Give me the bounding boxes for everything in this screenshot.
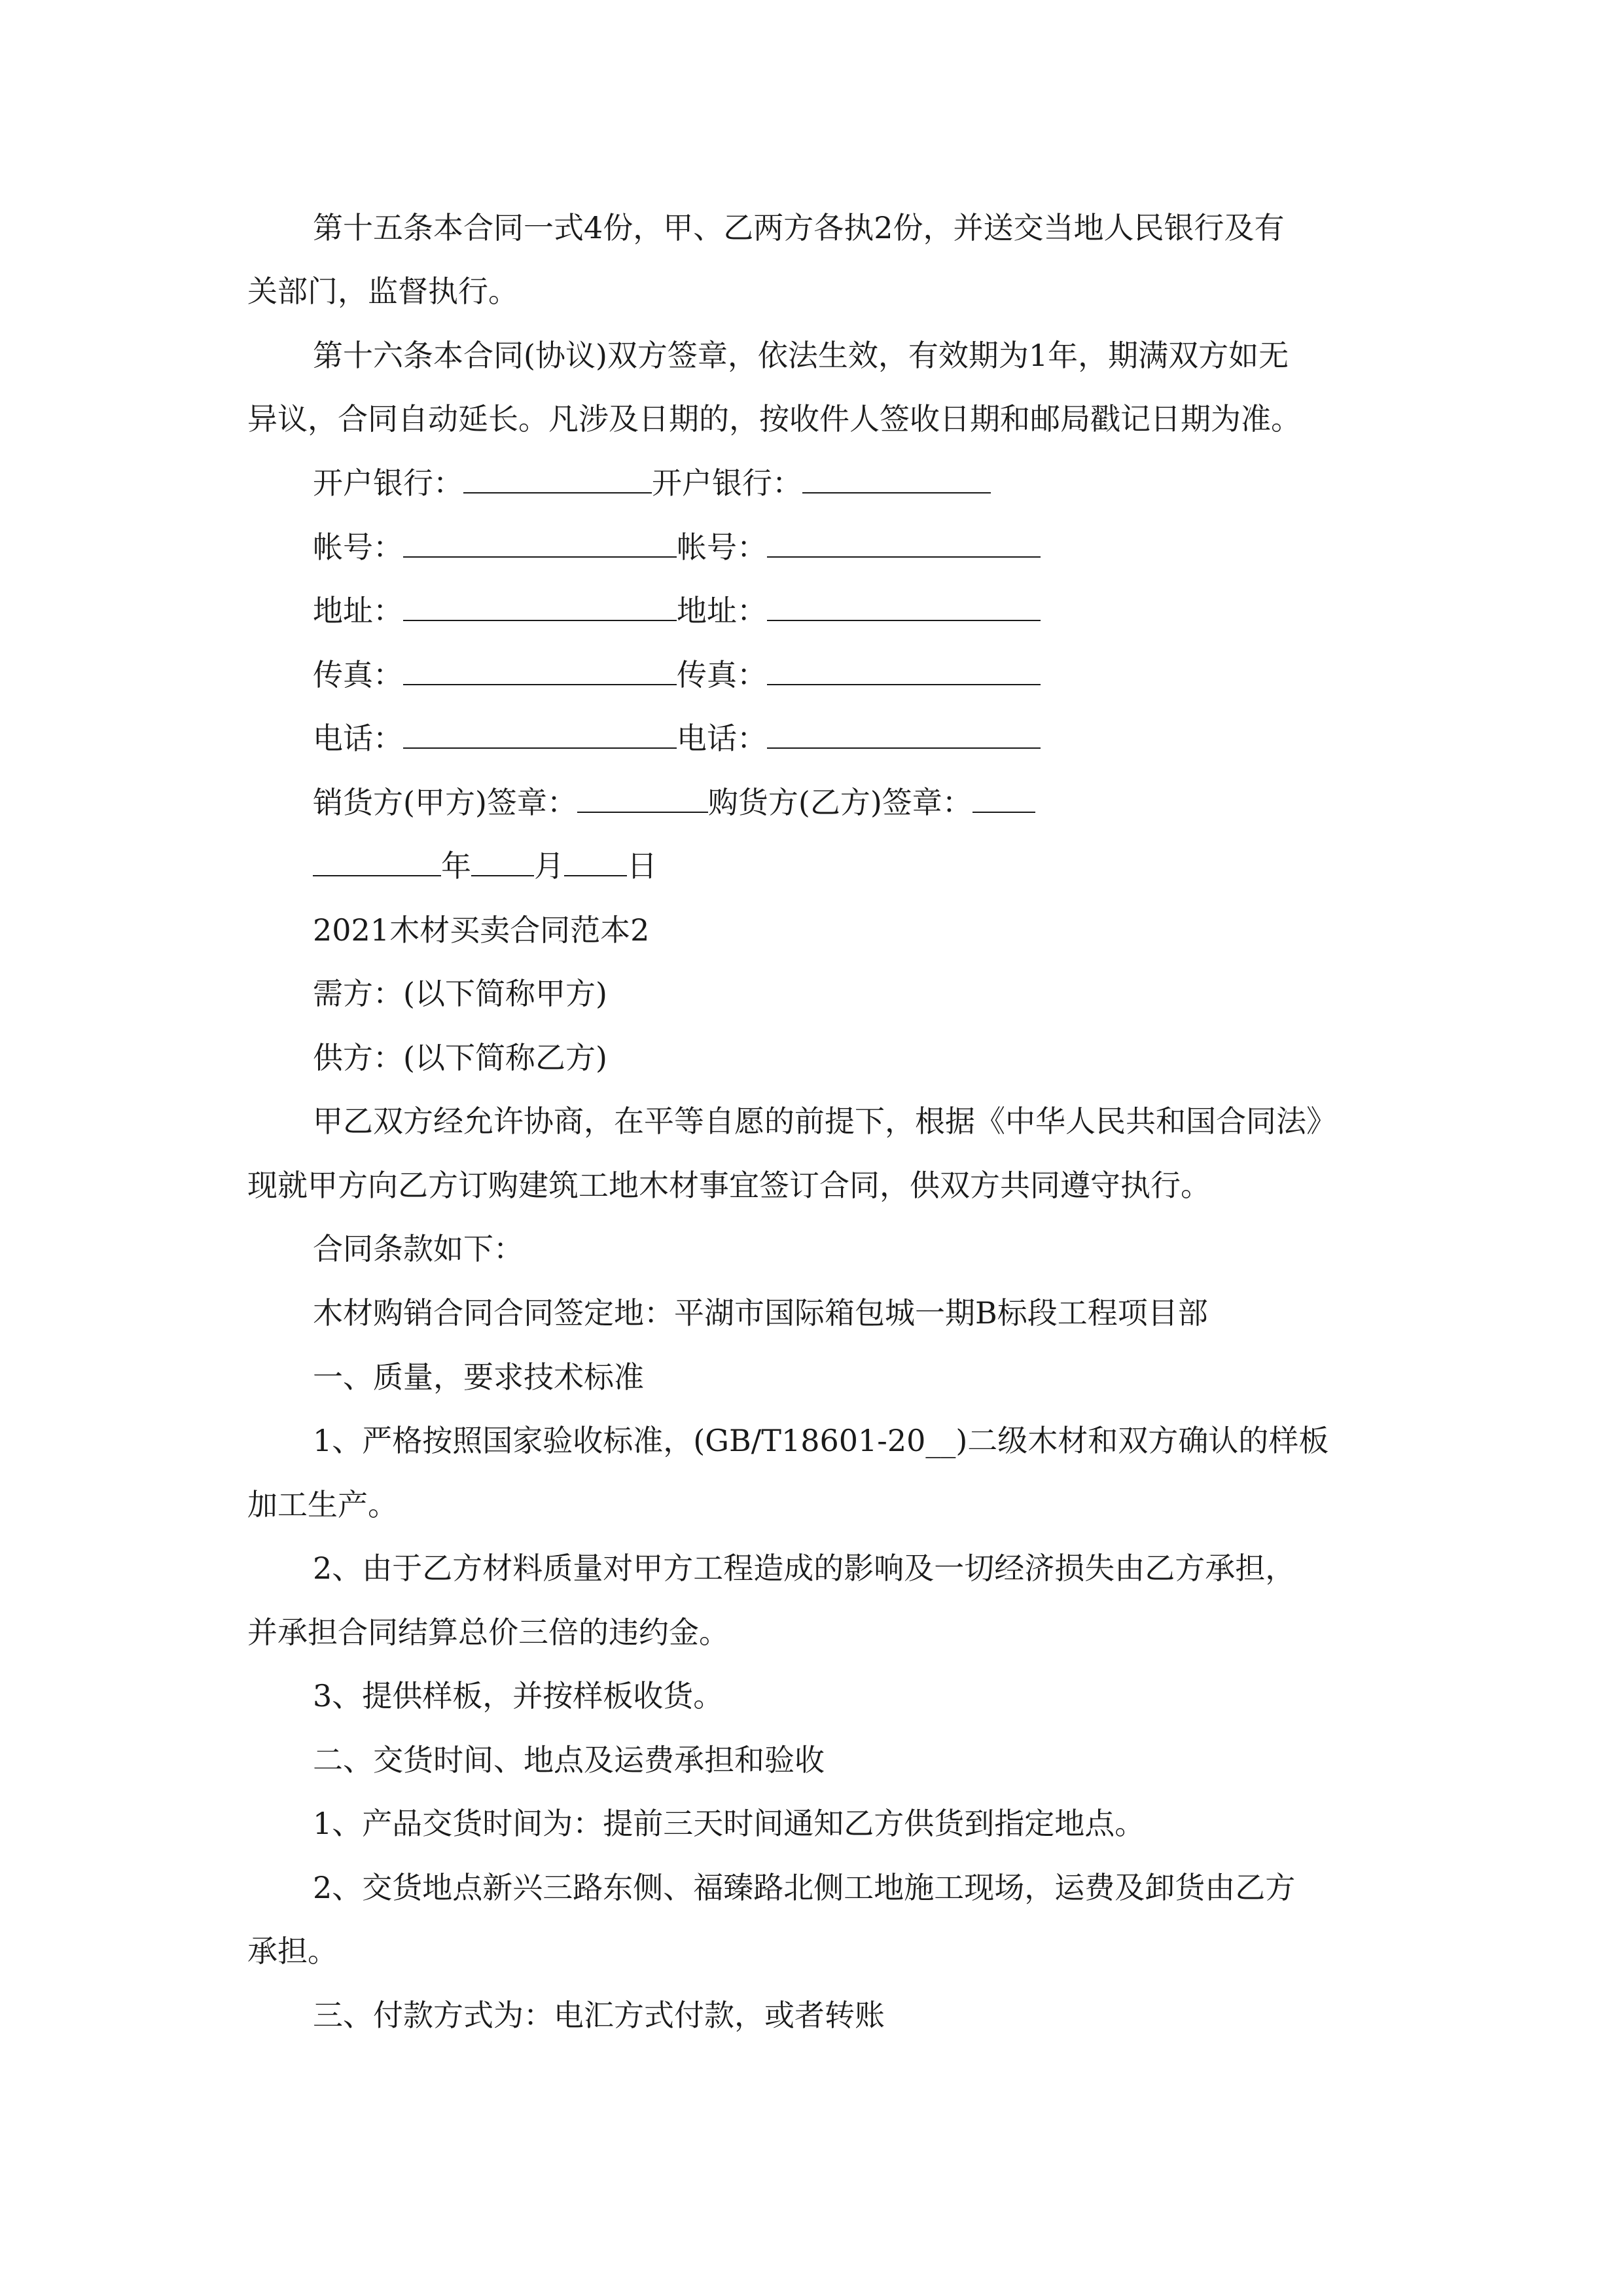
year-blank[interactable] [313,846,441,876]
year-label: 年 [441,848,471,884]
fax-label-b: 传真： [677,657,767,692]
section-1-item-3: 3、提供样板，并按样板收货。 [313,1678,724,1713]
article-15-line-2: 关部门，监督执行。 [247,274,518,309]
article-15-line-1: 第十五条本合同一式4份，甲、乙两方各执2份，并送交当地人民银行及有 [313,210,1285,245]
account-row [313,528,1041,567]
buyer-sign-blank[interactable] [972,783,1035,813]
phone-blank-b[interactable] [767,719,1041,749]
month-blank[interactable] [471,846,534,876]
section-3-title: 三、付款方式为：电汇方式付款，或者转账 [313,1998,885,2033]
party-a-line: 需方：(以下简称甲方) [313,976,607,1011]
section-1-item-1-line-1: 1、严格按照国家验收标准，(GB/T18601-20__)二级木材和双方确认的样板 [313,1423,1329,1458]
section-2-title: 二、交货时间、地点及运费承担和验收 [313,1742,825,1778]
address-row [313,591,1041,630]
article-16-line-2: 异议，合同自动延长。凡涉及日期的，按收件人签收日期和邮局戳记日期为准。 [247,401,1301,437]
phone-label-b: 电话： [677,721,767,756]
party-b-line: 供方：(以下简称乙方) [313,1040,607,1075]
day-label: 日 [627,848,657,884]
seller-sign-blank[interactable] [577,783,708,813]
day-blank[interactable] [564,846,627,876]
contract-2-title: 2021木材买卖合同范本2 [313,912,650,948]
seller-sign-label: 销货方(甲方)签章： [313,785,577,820]
terms-intro: 合同条款如下： [313,1231,524,1266]
date-row [313,846,657,886]
section-1-item-2-line-2: 并承担合同结算总价三倍的违约金。 [247,1615,729,1650]
phone-label-a: 电话： [313,721,403,756]
phone-blank-a[interactable] [403,719,677,749]
article-16-line-1: 第十六条本合同(协议)双方签章，依法生效，有效期为1年，期满双方如无 [313,338,1289,373]
account-blank-a[interactable] [403,528,677,558]
section-1-item-2-line-1: 2、由于乙方材料质量对甲方工程造成的影响及一切经济损失由乙方承担， [313,1551,1296,1586]
account-label-b: 帐号： [677,529,767,565]
fax-row [313,655,1041,694]
phone-row [313,719,1041,758]
bank-blank-b[interactable] [802,463,991,493]
section-1-title: 一、质量，要求技术标准 [313,1359,644,1395]
account-label-a: 帐号： [313,529,403,565]
section-2-item-1: 1、产品交货时间为：提前三天时间通知乙方供货到指定地点。 [313,1806,1145,1841]
intro-line-2: 现就甲方向乙方订购建筑工地木材事宜签订合同，供双方共同遵守执行。 [247,1168,1211,1203]
bank-blank-a[interactable] [463,463,652,493]
signing-place: 木材购销合同合同签定地：平湖市国际箱包城一期B标段工程项目部 [313,1295,1208,1331]
signature-row [313,783,1035,822]
address-label-b: 地址： [677,593,767,628]
buyer-sign-label: 购货方(乙方)签章： [707,785,972,820]
month-label: 月 [534,848,564,884]
fax-blank-b[interactable] [767,655,1041,685]
bank-label-b: 开户银行： [652,465,802,501]
address-blank-a[interactable] [403,591,677,621]
section-2-item-2-line-1: 2、交货地点新兴三路东侧、福臻路北侧工地施工现场，运费及卸货由乙方 [313,1870,1296,1905]
fax-blank-a[interactable] [403,655,677,685]
fax-label-a: 传真： [313,657,403,692]
bank-label-a: 开户银行： [313,465,463,501]
intro-line-1: 甲乙双方经允许协商，在平等自愿的前提下，根据《中华人民共和国合同法》 [313,1103,1336,1139]
account-blank-b[interactable] [767,528,1041,558]
section-2-item-2-line-2: 承担。 [247,1933,338,1969]
address-label-a: 地址： [313,593,403,628]
address-blank-b[interactable] [767,591,1041,621]
bank-row [313,463,991,503]
section-1-item-1-line-2: 加工生产。 [247,1487,398,1522]
